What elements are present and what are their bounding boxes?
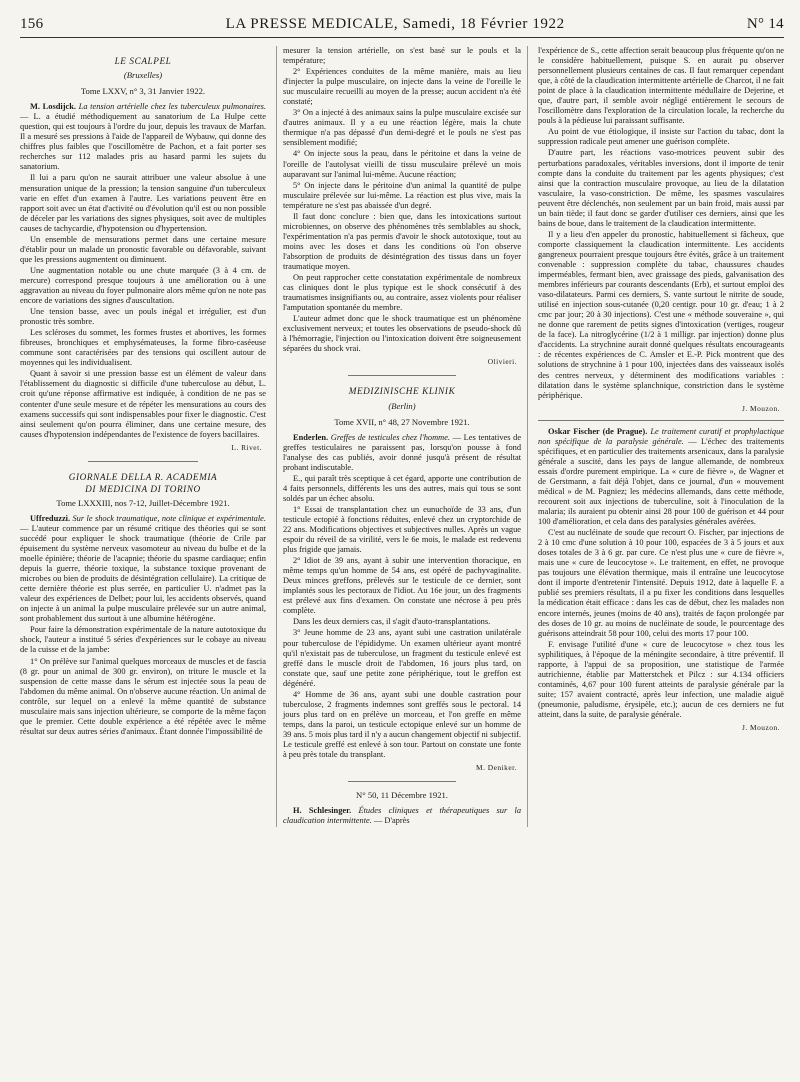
article-title: Études cliniques et thérapeutiques sur la claudication intermittente. [282,806,522,826]
paragraph: L'auteur admet donc que le shock traumatique est un phénomène exclusivement nerveux; et toutes les observations de pseudo-shock dû à l'hémorragie, l'injection ou l'intoxication doivent être soigneusement séparées du shock vrai. [282,314,522,354]
article-author: Enderlen. [292,432,329,442]
divider [88,461,199,462]
section-title: MEDIZINISCHE KLINIK [348,386,456,397]
paragraph: Dans les deux derniers cas, il s'agit d'auto-transplantations. [292,617,491,627]
paragraph-text: — L'auteur commence par un résumé critique des théories qui se sont succédé pour expliquer le shock traumatique (théorie de Crile par épuisement du système nerveux vasomoteur au niveau du bulbe et de la moelle épinière; théorie de l'acapnie; théorie du spasme cardiaque; enfin depuis la guerre, théorie toxique, la substance toxique provenant de microbes ou bien de produits de désintégration cellulaire). La critique de cette dernière théorie est plus serrée, en particulier U. n'admet pas la valeur des expériences de Delbet; pour lui, les accidents observés, quand on injecte à un animal la pulpe musculaire prélevée sur un autre animal, sont probablement dus surtout à une albumine hétérogène. [20,523,266,624]
paragraph-text: — L'échec des traitements spécifiques, et en particulier des traitements arsenicaux, dans la paralysie générale a suscité, dans les pays de langue allemande, de nombreux essais d'ordre purement empirique. La « cure de fièvre », de Wagner et de Gerstmann, a fait déjà l'objet, dans ce journal, d'un « mouvement médical » de M. Pagniez; les médecins allemands, dans cette méthode, recourent soit aux injections de tuberculine, soit à l'inoculation de la malaria; ils auraient pu obtenir ainsi 28 pour 100 de guérison et 44 pour 100 d'amélioration, et cela dans des paralysies générales avérées. [538,436,785,527]
column-1 [20,46,266,827]
paragraph: Une tension basse, avec un pouls inégal et irrégulier, est d'un pronostic très sombre. [20,307,266,327]
paragraph: l'expérience de S., cette affection serait beaucoup plus fréquente qu'on ne le considère habituellement, puisque S. en aurait pu observer personnellement plusieurs centaines de cas. Il faut remarquer cependant que, à côté de la claudication intermittente artérielle de Charcot, il ne fait point de place à la claudication intermittente médullaire de Dejerine, et que, d'autre part, il semble avoir négligé entièrement le secours de l'oscillomètre dans l'exploration de la circulation locale, la recherche du pouls à la pédieuse lui paraissant suffisante. [538,46,785,126]
paragraph: 1° Essai de transplantation chez un eunuchoïde de 33 ans, d'un testicule ectopié à fonctions réduites, enlevé chez un cryptorchide de 22 ans. Modifications objectives et subjectives nulles. Après un vague espoir du réveil de sa virilité, vers le 6e mois, le malade est redevenu plus frigide que jamais. [282,504,522,555]
column-3 [538,46,784,827]
paragraph: 5° On injecte dans le péritoine d'un animal la quantité de pulpe musculaire prélevée sur lui-même. La réaction est plus vive, mais la température ne s'est pas abaissée d'un degré. [282,180,522,210]
signature: L. Rivet. [231,442,262,452]
paragraph-text: — D'après [373,816,410,826]
divider [348,781,455,782]
paragraph: E., qui paraît très sceptique à cet égard, apporte une contribution de 4 faits personnels, différents les uns des autres, mais qui tous se sont soldés par un échec absolu. [282,473,522,503]
paragraph: Il faut donc conclure : bien que, dans les intoxications surtout microbiennes, on observe des phénomènes très semblables au shock, l'expérimentation n'a pas permis d'avoir le shock autotoxique, tout au moins avec les doses et dans les conditions où l'on observe l'absorption de produits de désintégration des tissus dans un foyer traumatique moyen. [282,211,522,271]
paragraph: 1° On prélève sur l'animal quelques morceaux de muscles et de fascia (8 gr. pour un animal de 300 gr. environ), on triture le muscle et la suspension de cette masse dans le sérum est injectée sous la peau de l'abdomen du même animal. On n'observe aucune réaction. Un animal de contrôle, sur lequel on a enlevé la même quantité de substance musculaire mais sans injection ultérieure, se comporte de la même façon que le premier. Cette double expérience a été répétée avec le même résultat sur deux autres séries d'animaux. Étant donnée l'impossibilité de [20,656,266,736]
paragraph [20,514,266,625]
paragraph: Quant à savoir si une pression basse est un élément de valeur dans l'établissement du diagnostic si difficile d'une tuberculose au début, L. croit qu'une réponse affirmative est indiquée, à condition de ne pas se contenter d'une seule mesure et de répéter les mensurations au cours des examens successifs qui sont indispensables pour fixer le diagnostic. C'est ainsi seulement qu'on pourra éliminer, dans une certaine mesure, des causes d'hypotension indépendantes de l'existence de foyers bacillaires. [20,369,266,439]
article-title: Le traitement curatif et prophylactique non spécifique de la paralysie générale. [538,426,785,446]
paragraph: 4° On injecte sous la peau, dans le péritoine et dans la veine de l'oreille de l'autolysat vieilli de tissu musculaire prélevé un mois auparavant sur l'animal lui-même. Aucune réaction; [282,149,522,179]
section-title: GIORNALE DELLA R. ACADEMIA [68,471,218,482]
article-title: Sur le shock traumatique, note clinique et expérimentale. [72,513,266,523]
section-title-2: DI MEDICINA DI TORINO [85,483,201,494]
tome-line: N° 50, 11 Décembre 1921. [356,790,448,801]
paragraph: Une augmentation notable ou une chute marquée (3 à 4 cm. de mercure) correspond presque toujours à une amélioration ou à une aggravation au niveau du foyer pulmonaire alors même qu'on ne note pas encore de variations des signes d'auscultation. [20,265,266,306]
divider [348,375,455,376]
section-title: LE SCALPEL [114,56,172,66]
paragraph: mesurer la tension artérielle, on s'est basé sur le pouls et la température; [282,46,522,66]
newspaper-page [20,16,784,1072]
paragraph [20,102,266,172]
paragraph: D'autre part, les réactions vaso-motrices peuvent subir des perturbations paradoxales, véritables inversions, dont il importe de tenir compte dans la conduite du traitement par les agents physiques; c'est ainsi que la contraction musculaire provoque, au lieu de la dilatation vasculaire, la vaso-constriction. De même, les spasmes vasculaires peuvent être déclenchés, non seulement par un bain froid, mais aussi par un bain tiède; il faut donc se garder d'utiliser ces derniers, ainsi que les bains de boue, dans le traitement de la claudication intermittente. [538,148,785,228]
paragraph: Au point de vue étiologique, il insiste sur l'action du tabac, dont la suppression radicale peut amener une guérison complète. [538,127,785,147]
signature: Olivieri. [487,357,518,367]
paragraph: F. envisage l'utilité d'une « cure de leucocytose » chez tous les syphilitiques, à l'époque de la méningite secondaire, à titre préventif. Il rapporte, à l'appui de sa proposition, une statistique de l'armée autrichienne, établie par Matterstchek et Pilcz : sur 4.134 officiers contaminés, 4,67 pour 100 furent atteints de paralysie générale par la suite; 157 avaient contracté, après leur infection, une maladie aiguë (pneumonie, paludisme, érysipèle, etc.); aucun de ces derniers ne fut atteint, dans la suite, de paralysie générale. [538,639,785,719]
paragraph: 2° Idiot de 39 ans, ayant à subir une intervention thoracique, en même temps qu'un homme de 54 ans, est opéré de pachyvaginalite. Deux minces greffons, prélevés sur le testicule de ce dernier, sont implantés sous les pectoraux de l'idiot. Au 16e jour, un des fragments est prélevé aux fins d'examen. On constate une nécrose à peu près complète. [282,556,522,616]
paragraph: Les scléroses du sommet, les formes frustes et abortives, les formes fibreuses, bronchiques et emphysémateuses, la forme fibro-caséeuse commune sont caractérisées par des tensions qui oscillent autour de moyennes qui les individualisent. [20,328,266,368]
paragraph: Pour faire la démonstration expérimentale de la nature autotoxique du shock, l'auteur a institué 5 séries d'expériences sur le cobaye au niveau de la cuisse et de la jambe: [20,625,266,655]
journal-title: LA PRESSE MEDICALE, Samedi, 18 Février 1922 [225,16,565,32]
tome-line: Tome LXXXIII, nos 7-12, Juillet-Décembre 1921. [56,497,230,508]
issue-number: N° 14 [746,16,784,32]
signature: J. Mouzon. [741,723,781,733]
paragraph: 4° Homme de 36 ans, ayant subi une double castration pour tuberculose, 2 fragments indemnes sont greffés sous le pectoral. 14 jours plus tard on en prélève un morceau, et l'on greffe en même temps, dans la paroi, un testicule ectopique enlevé sur un homme de 39 ans. 5 mois plus tard il n'y a aucun changement objectif ni subjectif. Le testicule greffé est enlevé à son tour. Partout on constate une fonte à peu près totale du transplant. [282,689,522,760]
article-title: La tension artérielle chez les tuberculeux pulmonaires. [78,102,266,112]
paragraph: Il lui a paru qu'on ne saurait attribuer une valeur absolue à une mensuration unique de la pression; la tension sanguine d'un tuberculeux varie en effet d'un examen à l'autre. Les variations peuvent être en rapport soit avec un état d'activité ou d'évolution qu'il est ou non possible de déceler par les variations des signes physiques, soit avec de multiples causes de tachycardie, d'hypotension ou d'hypertension. [20,173,266,233]
paragraph [283,806,521,826]
page-number: 156 [20,16,44,32]
paragraph: Il y a lieu d'en appeler du pronostic, habituellement si fâcheux, que comporte classiquement la claudication intermittente. Les accidents gangreneux pourraient presque toujours être évités, grâce à un traitement convenable : suppression complète du tabac, chaussures chaudes imperméables, fermant bien, avec graissage des pieds, galvanisation des membres inférieurs par courants descendants (Erb), et surtout emploi des vaso-dilatateurs. Parmi ces derniers, S. vante surtout le nitrite de soude, utilisé en injection sous-cutanée (0,20 centigr. pour 10 gr. d'eau; 1 à 2 cmc par jour; 20 à 30 injections). C'est une « méthode souveraine », qui ne donne que rarement de petits signes d'intoxication (vertiges, rougeur de la face). La nitroglycérine (1/2 à 1 milligr. par injection) donne plus d'accidents. La strychnine aurait donné quelques résultats encourageants : de récentes expériences de C. Amsler et E.-P. Pick montrent que des solutions de strychnine à 1 pour 100, injectées dans des vaisseaux isolés des centres nerveux, y déterminent des modifications variables : dilatation dans le système splanchnique, constriction dans le système périphérique. [538,229,785,400]
section-city: (Bruxelles) [123,70,163,81]
paragraph: 3° Jeune homme de 23 ans, ayant subi une castration unilatérale pour tuberculose de l'épididyme. Un examen ultérieur ayant montré qu'il n'existait pas de tuberculose, un fragment du testicule enlevé est greffé dans le muscle droit de l'abdomen, 16 jours plus tard, on constate que, sauf une petite zone périphérique, tout le greffon est dégénéré. [282,628,522,688]
tome-line: Tome LXXV, n° 3, 31 Janvier 1922. [80,86,206,97]
column-2 [276,46,528,827]
paragraph: C'est au nucléinate de soude que recourt O. Fischer, par injections de 2 à 10 cmc d'une solution à 10 pour 100, espacées de 3 à 5 jours et aux doses totales de 3 à 6 gr. par cure. Ce n'est plus une « cure de fièvre », mais une « cure de leucocytose ». Le traitement, en effet, ne provoque pas toujours une élévation thermique, mais il entraîne une leucocytose dont il importe d'entretenir l'intensité. Depuis 1912, date à laquelle F. a publié ses premiers résultats, il a pu fixer les conditions dans lesquelles la médication était efficace : dans les cas de début, chez les malades non encore internés, jeunes (moins de 40 ans), traités de façon prolongée par des doses de 10 gr. au moins de nucléinate de soude, le pourcentage des guérisons atteindrait 58 pour 100, celui des morts 17 pour 100. [538,528,785,638]
paragraph: 3° On a injecté à des animaux sains la pulpe musculaire excisée sur d'autres animaux. Il y a eu une réaction légère, mais la chute thermique n'a pas dépassé d'un demi-degré et le pouls ne s'est pas sensiblement modifié; [282,108,522,148]
article-author: M. Losdijck. [30,102,76,112]
columns [20,46,784,827]
paragraph [538,427,784,527]
paragraph: 2° Expériences conduites de la même manière, mais au lieu d'injecter la pulpe musculaire, on injecte dans la veine de l'oreille le suc musculaire recueilli au moyen de la presse; aucun accident n'a été constaté; [282,67,522,107]
section-city: (Berlin) [388,400,416,411]
article-author: Uffreduzzi. [30,513,71,523]
article-title: Greffes de testicules chez l'homme. [330,432,451,442]
running-header [20,16,784,38]
signature: M. Deniker. [476,763,518,773]
divider [538,420,784,421]
paragraph [283,433,521,473]
signature: J. Mouzon. [741,403,781,413]
paragraph-text: — L. a étudié méthodiquement au sanatorium de La Hulpe cette question, qui est toujours à l'ordre du jour, depuis les travaux de Marfan. Il a mesuré ses pressions à l'aide de l'appareil de Wybauw, qui donne des chiffres plus faibles que l'oscillomètre de Pachon, et a fait porter ses recherches sur 112 malades pris au hasard parmi les sujets du sanatorium. [20,112,266,172]
article-author: Oskar Fischer (de Prague). [548,426,648,436]
paragraph: Un ensemble de mensurations permet dans une certaine mesure d'établir pour un malade un pronostic favorable ou défavorable, suivant que les pressions augmentent ou diminuent. [20,234,266,264]
paragraph-text: — Les tentatives de greffes testiculaires ne paraissent pas, lorsqu'on pousse à fond l'analyse des cas publiés, avoir donné jusqu'à présent de résultat probant indiscutable. [282,432,522,472]
paragraph: On peut rapprocher cette constatation expérimentale de nombreux cas cliniques dont le plus typique est le shock consécutif à des traumatismes insignifiants ou, au contraire, assez violents pour réaliser l'amputation spontanée du membre. [282,273,522,313]
article-author: H. Schlesinger. [292,806,352,816]
tome-line: Tome XVII, n° 48, 27 Novembre 1921. [334,416,470,427]
